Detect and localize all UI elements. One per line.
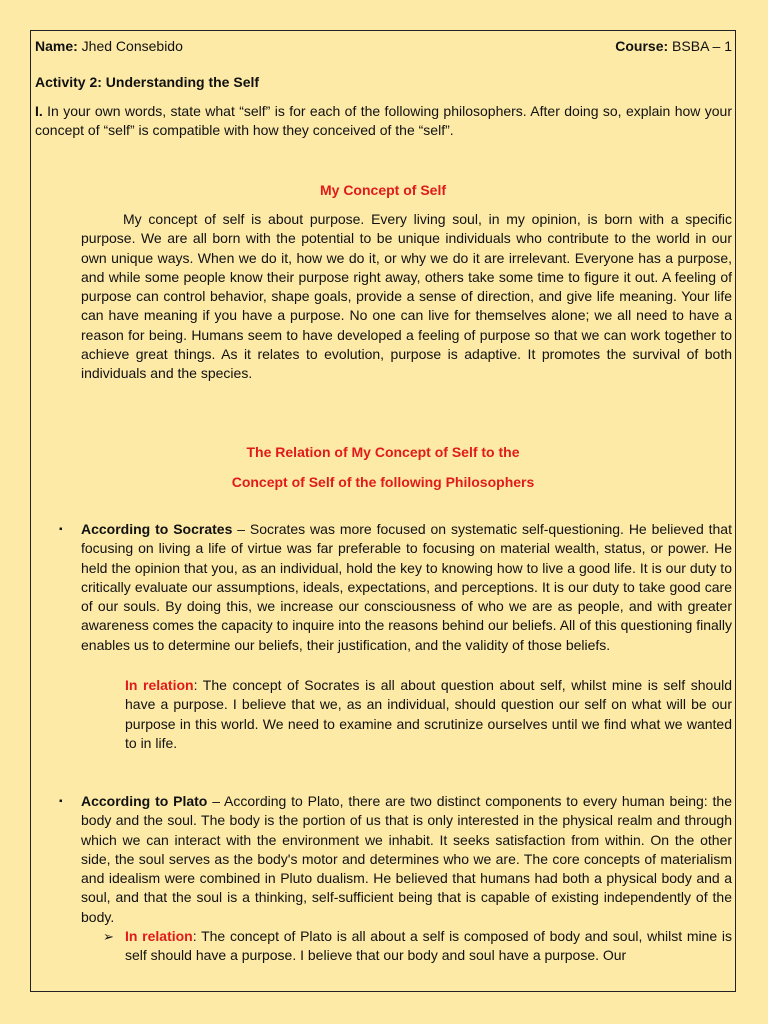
socrates-relation: In relation: The concept of Socrates is all about question about self, whilst mine is self should have a purpose. I believe that we, as an individual, should question our self on what will be our purpose in this world. We need to examine and scrutinize ourselves until we find what we wanted to in life. xyxy=(125,677,732,751)
bullet-icon: ▪ xyxy=(59,524,63,535)
student-course: Course: BSBA – 1 xyxy=(615,38,732,54)
arrow-bullet-icon: ➢ xyxy=(103,929,114,944)
socrates-paragraph: According to Socrates – Socrates was more focused on systematic self-questioning. He believed that focusing on living a life of virtue was far preferable to focusing on material wealth, status, or power. He held the opinion that you, as an individual, hold the key to knowing how to live a good life. It is our duty to critically evaluate our assumptions, ideals, expectations, and perceptions. It is our duty to take good care of our souls. By doing this, we increase our consciousness of who we are as people, and with greater awareness comes the capacity to inquire into the reasons behind our beliefs. All of this questioning finally enables us to determine our beliefs, their justification, and the validity of those beliefs. xyxy=(81,521,732,653)
activity-title: Activity 2: Understanding the Self xyxy=(35,74,260,90)
header-row xyxy=(35,37,732,55)
plato-paragraph: According to Plato – According to Plato, there are two distinct components to every human being: the body and the soul. The body is the portion of us that is only interested in the physical realm and through which we can interact with the environment we inhabit. It seeks satisfaction from within. On the other side, the soul serves as the body's motor and determines who we are. The core concepts of materialism and idealism were combined in Pluto dualism. He believed that humans had both a physical body and a soul, and that the soul is a thinking, self-sufficient being that is capable of existing independently of the body. xyxy=(81,793,732,925)
bullet-icon: ▪ xyxy=(59,796,63,807)
my-concept-body: My concept of self is about purpose. Every living soul, in my opinion, is born with a specific purpose. We are all born with the potential to be unique individuals who contribute to the world in our own unique ways. When we do it, how we do it, or why we do it are irrelevant. Everyone has a purpose, and while some people know their purpose right away, others take some time to figure it out. A feeling of purpose can control behavior, shape goals, provide a sense of direction, and give life meaning. Your life can have meaning if you have a purpose. No one can live for themselves alone; we all need to have a reason for being. Humans seem to have developed a feeling of purpose so that we can work together to achieve great things. As it relates to evolution, purpose is adaptive. It promotes the survival of both individuals and the species. xyxy=(81,211,732,382)
relation-title-line2: Concept of Self of the following Philosophers xyxy=(231,474,535,490)
plato-relation: In relation: The concept of Plato is all about a self is composed of body and soul, whilst mine is self should have a purpose. I believe that our body and soul have a purpose. Our xyxy=(125,928,732,964)
relation-title-line1: The Relation of My Concept of Self to the xyxy=(246,444,520,460)
student-name: Name: Jhed Consebido xyxy=(35,38,183,54)
my-concept-title: My Concept of Self xyxy=(319,182,446,198)
instruction-text: I. In your own words, state what “self” is for each of the following philosophers. After doing so, explain how your concept of “self” is compatible with how they conceived of the “self”. xyxy=(35,103,732,139)
